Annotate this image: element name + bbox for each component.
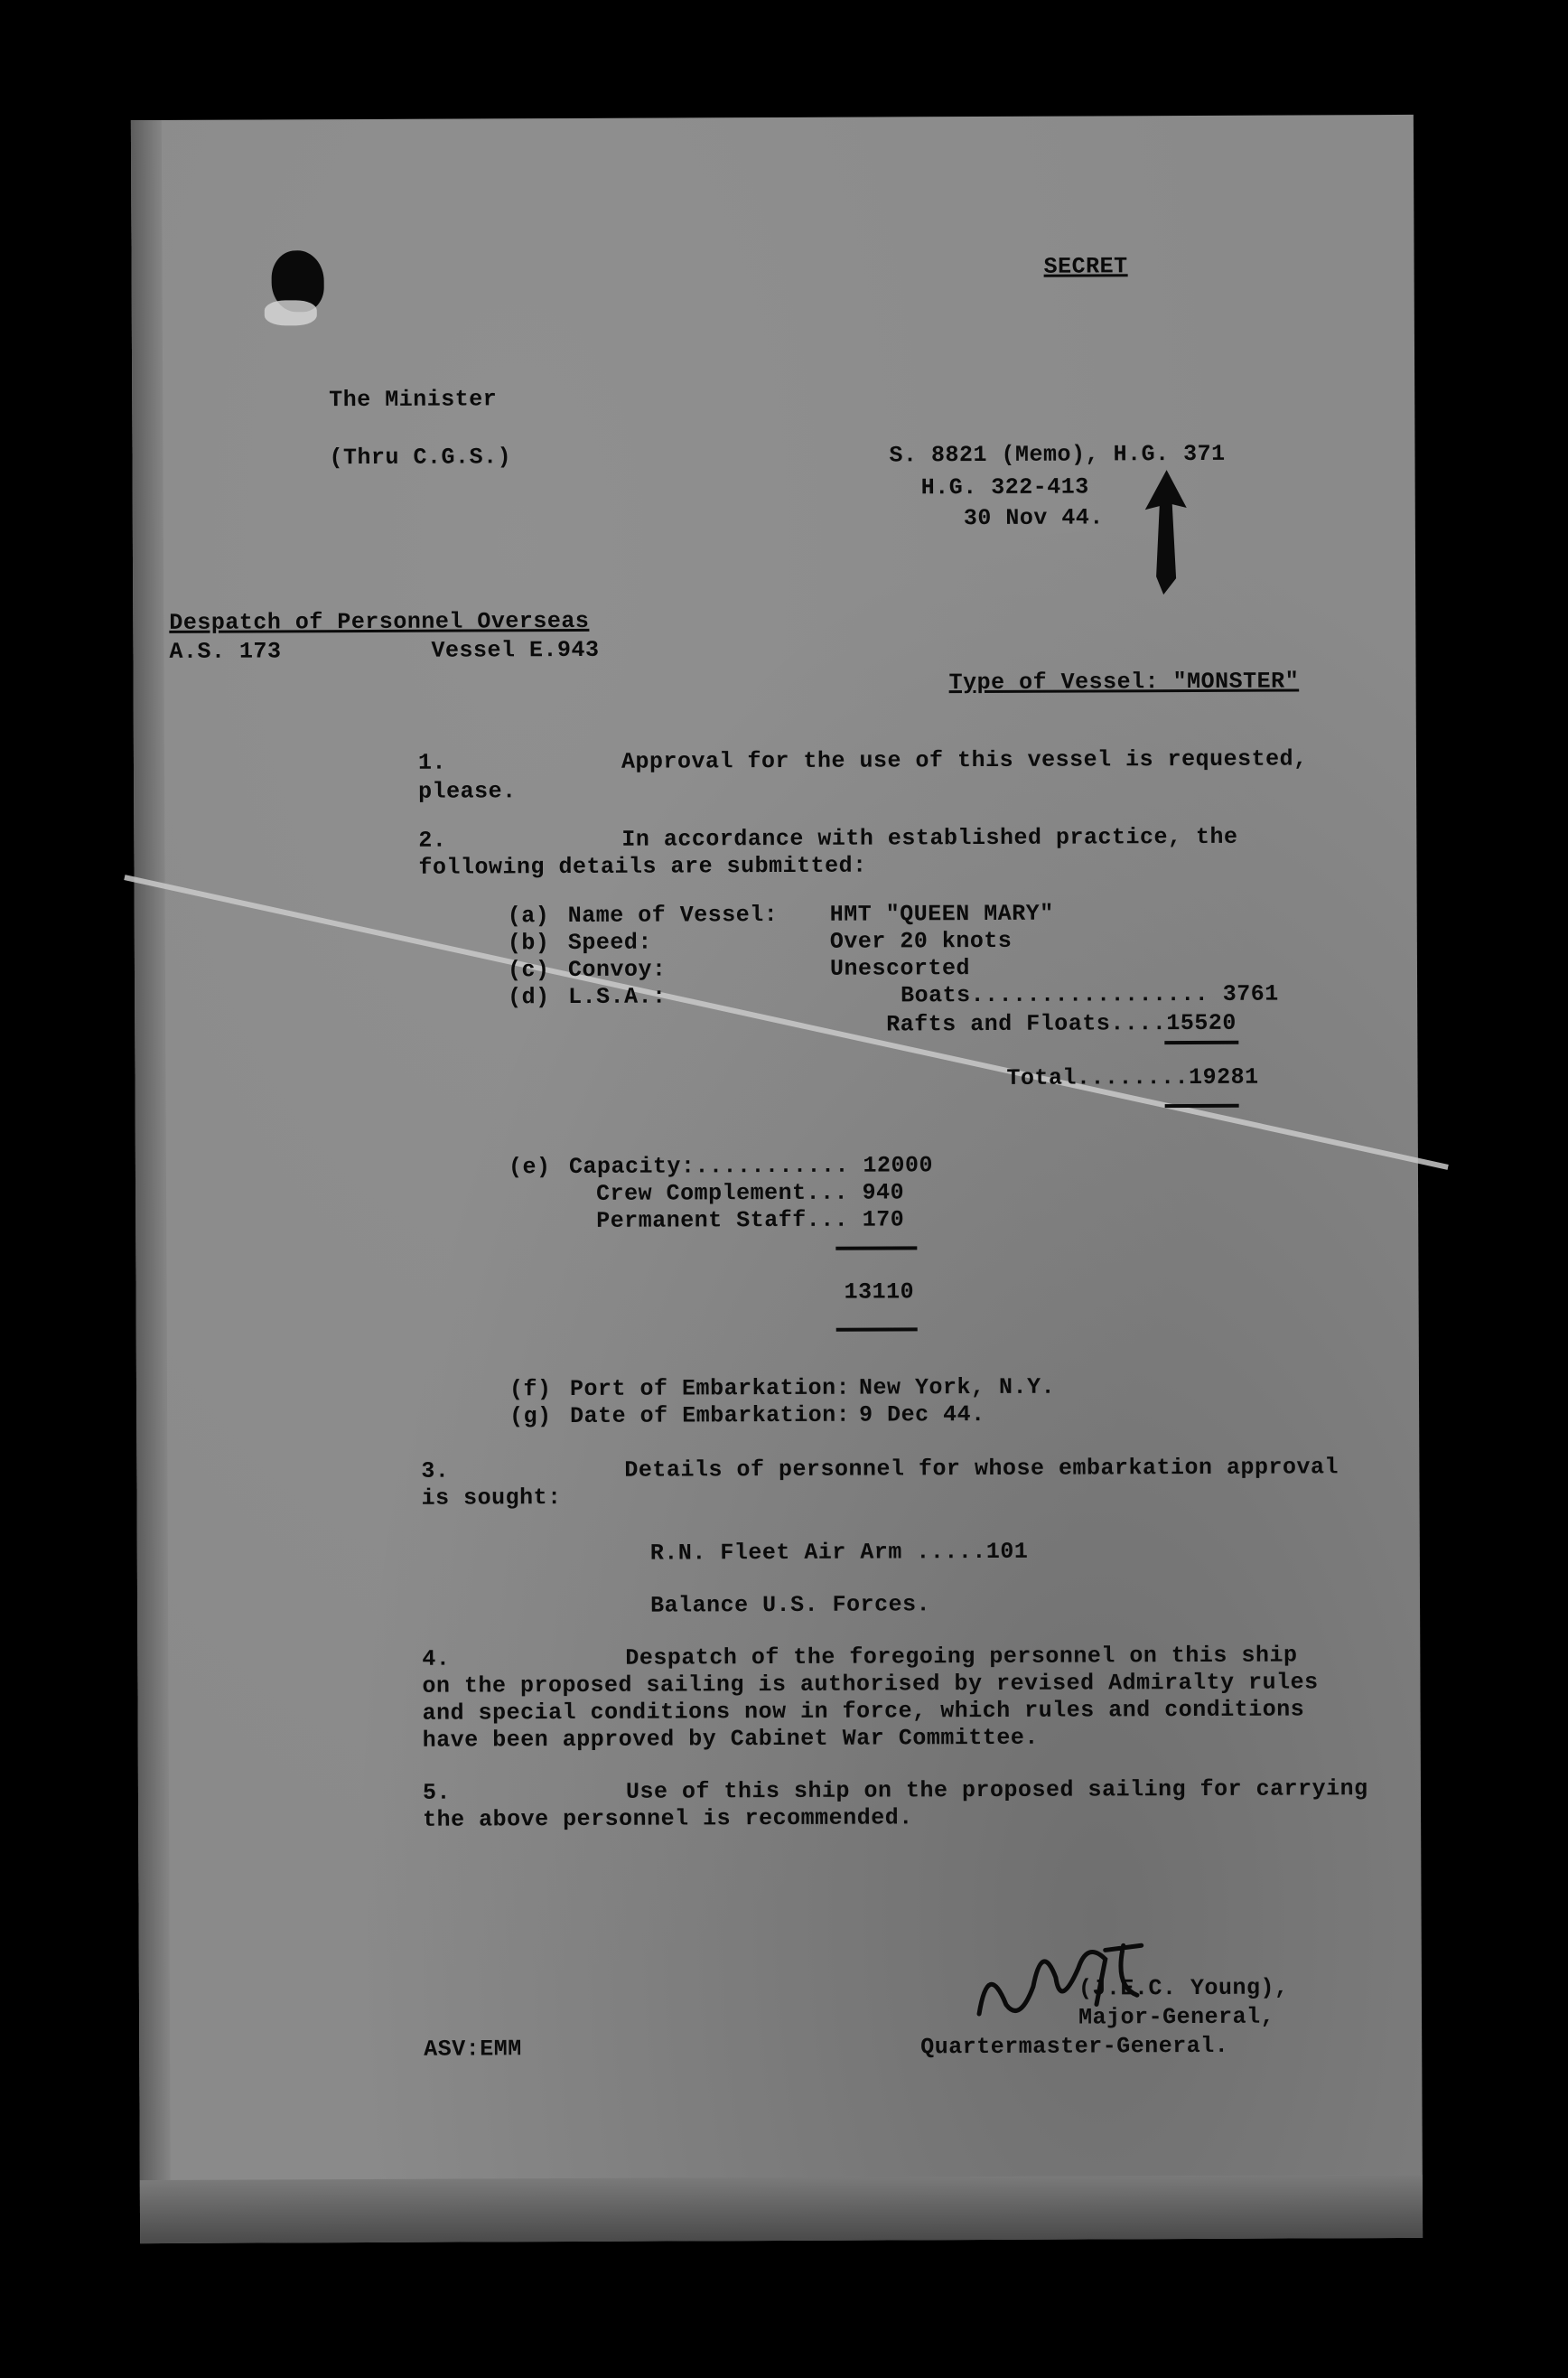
signatory-rank: Major-General, [1078,2003,1275,2031]
vessel-number: Vessel E.943 [431,636,600,664]
signatory-title: Quartermaster-General. [920,2032,1229,2061]
detail-e-staff: Permanent Staff... 170 [596,1206,905,1234]
detail-b-label: (b) [507,930,550,957]
detail-e-label: (e) [508,1154,551,1181]
sum-underline [836,1327,918,1331]
detail-d-boats: Boats................. 3761 [901,980,1279,1009]
detail-d-rafts: Rafts and Floats....15520 [886,1009,1237,1038]
detail-g-value: 9 Dec 44. [859,1400,985,1428]
detail-f-key: Port of Embarkation: [569,1374,851,1403]
detail-d-label: (d) [508,984,550,1011]
para4-line2: on the proposed sailing is authorised by revised Admiralty rules [422,1669,1319,1699]
detail-a-key: Name of Vessel: [567,901,779,930]
para5-number: 5. [422,1779,452,1806]
reference-line-2: H.G. 322-413 [920,473,1089,501]
signatory-name: (J.E.C. Young), [1078,1974,1289,2002]
para3-line1: Details of personnel for whose embarkation approval [624,1454,1339,1484]
document-sheet [131,115,1423,2243]
detail-d-total: Total........19281 [1006,1063,1259,1091]
para5-line1: Use of this ship on the proposed sailing for carrying [625,1775,1368,1805]
vessel-type: Type of Vessel: "MONSTER" [948,668,1300,697]
para1-line1: Approval for the use of this vessel is requested, [621,745,1308,775]
detail-c-label: (c) [507,957,550,984]
detail-e-sum: 13110 [844,1278,915,1306]
handwritten-arrow-icon [1140,470,1195,596]
rafts-underline [1164,1041,1238,1044]
detail-c-value: Unescorted [829,955,971,982]
punch-hole-highlight [265,300,317,325]
para3-number: 3. [421,1457,450,1484]
para4-line1: Despatch of the foregoing personnel on this ship [625,1642,1298,1671]
detail-e-crew: Crew Complement... 940 [596,1179,905,1207]
detail-e-capacity: Capacity:........... 12000 [568,1152,934,1181]
detail-a-label: (a) [507,903,550,930]
para1-number: 1. [417,749,447,776]
total-underline [1165,1104,1239,1108]
paper-crease [124,875,1449,1170]
addressee: The Minister [329,386,498,414]
detail-b-key: Speed: [567,929,652,957]
detail-f-value: New York, N.Y. [858,1373,1056,1401]
detail-c-key: Convoy: [567,956,667,984]
subject-title: Despatch of Personnel Overseas [169,607,590,636]
reference-line-1: S. 8821 (Memo), H.G. 371 [889,440,1226,469]
para5-line2: the above personnel is recommended. [423,1804,913,1833]
para1-line2: please. [418,778,517,805]
para2-line1: In accordance with established practice, the [621,823,1238,853]
detail-a-value: HMT "QUEEN MARY" [829,900,1054,928]
typist-initials: ASV:EMM [424,2036,522,2063]
capacity-underline [835,1246,917,1250]
para4-number: 4. [422,1645,451,1672]
sheet-bottom-edge [140,2175,1423,2243]
detail-f-label: (f) [509,1376,552,1403]
subject-ref: A.S. 173 [169,638,282,665]
classification-stamp: SECRET [1043,253,1128,280]
detail-d-key: L.S.A.: [568,983,667,1011]
para2-line2: following details are submitted: [418,852,867,881]
addressee-via: (Thru C.G.S.) [329,444,512,472]
sheet-left-edge [131,120,171,2243]
detail-g-key: Date of Embarkation: [570,1401,851,1430]
para4-line3: and special conditions now in force, which rules and conditions [422,1696,1305,1727]
detail-g-label: (g) [509,1403,552,1430]
para4-line4: have been approved by Cabinet War Committee. [422,1724,1039,1754]
para3-item-fleet-air-arm: R.N. Fleet Air Arm .....101 [649,1538,1029,1567]
detail-b-value: Over 20 knots [829,927,1013,955]
para3-line2: is sought: [421,1484,562,1512]
para3-item-balance: Balance U.S. Forces. [649,1591,931,1619]
reference-date: 30 Nov 44. [963,504,1104,532]
para2-number: 2. [418,827,447,854]
